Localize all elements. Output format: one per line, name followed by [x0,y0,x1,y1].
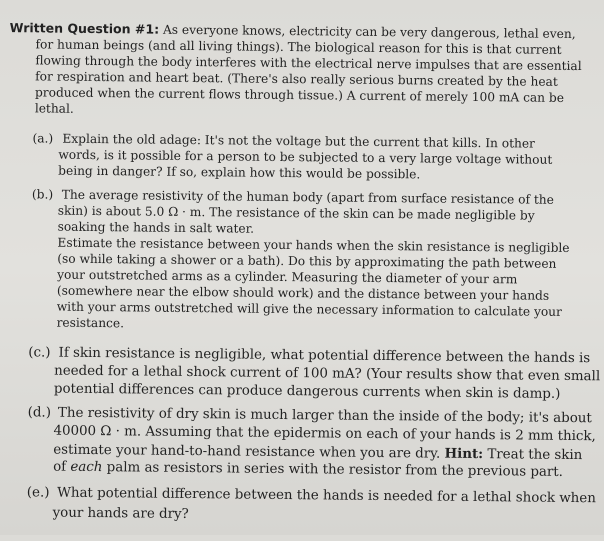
part-a-label: (a.) [32,131,54,146]
part-d-label: (d.) [27,405,52,421]
part-e-line-2: your hands are dry? [52,505,189,523]
part-b-line-3: soaking the hands in salt water. [57,219,255,236]
question-title: Written Question #1: [9,20,160,37]
intro-line-2: for human beings (and all living things). The biological reason for this is that current [35,37,562,57]
part-d-line-4: of each palm as resistors in series with the resistor from the previous part. [53,459,564,480]
part-b-line-9: resistance. [56,315,125,331]
part-a-line-3: being in danger? If so, explain how this would be possible. [58,163,421,182]
part-d-line-2: 40000 Ω · m. Assuming that the epidermis on each of your hands is 2 mm thick, [53,423,596,445]
part-a-line-2: words, is it possible for a person to be subjected to a very large voltage without [58,147,553,167]
hint-label: Hint: [444,445,484,463]
intro-line-4: for respiration and heart beat. (There's also really serious burns created by the heat [35,69,558,89]
part-b-line-1: (b.) The average resistivity of the human body (apart from surface resistance of the [31,187,554,207]
part-e-label: (e.) [26,485,50,501]
part-b-line-2: skin) is about 5.0 Ω · m. The resistance of the skin can be made negligible by [57,203,535,223]
part-d-line-1: (d.) The resistivity of dry skin is much larger than the inside of the body; it's about [27,405,592,427]
part-b-label: (b.) [31,187,54,202]
part-d-line-3: estimate your hand-to-hand resistance when you are dry. Hint: Treat the skin [53,442,583,464]
intro-line-1: Written Question #1: As everyone knows, electricity can be very dangerous, lethal even, [9,20,576,42]
part-b-line-5: (so while taking a shower or a bath). Do this by approximating the path between [57,251,557,271]
part-b-line-7: (somewhere near the elbow should work) and the distance between your hands [56,283,550,303]
part-c-line-3: potential differences can produce dangerous currents when skin is damp.) [53,381,561,402]
part-e-line-1: (e.) What potential difference between the hands is needed for a lethal shock when [26,485,596,507]
part-b-line-6: your outstretched arms as a cylinder. Measuring the diameter of your arm [57,267,518,287]
intro-line-6: lethal. [34,101,74,116]
part-c-line-1: (c.) If skin resistance is negligible, what potential difference between the hands is [28,345,591,367]
part-b-line-8: with your arms outstretched will give the necessary information to calculate your [56,299,562,319]
part-b-line-4: Estimate the resistance between your hands when the skin resistance is negligible [57,235,570,255]
part-c-line-2: needed for a lethal shock current of 100 mA? (Your results show that even small [54,363,601,385]
intro-line-5: produced when the current flows through tissue.) A current of merely 100 mA can be [34,85,565,105]
part-a-line-1: (a.) Explain the old adage: It's not the voltage but the current that kills. In other [32,131,536,151]
part-c-label: (c.) [28,345,51,361]
intro-line-3: flowing through the body interferes with the electrical nerve impulses that are essential [35,53,582,74]
